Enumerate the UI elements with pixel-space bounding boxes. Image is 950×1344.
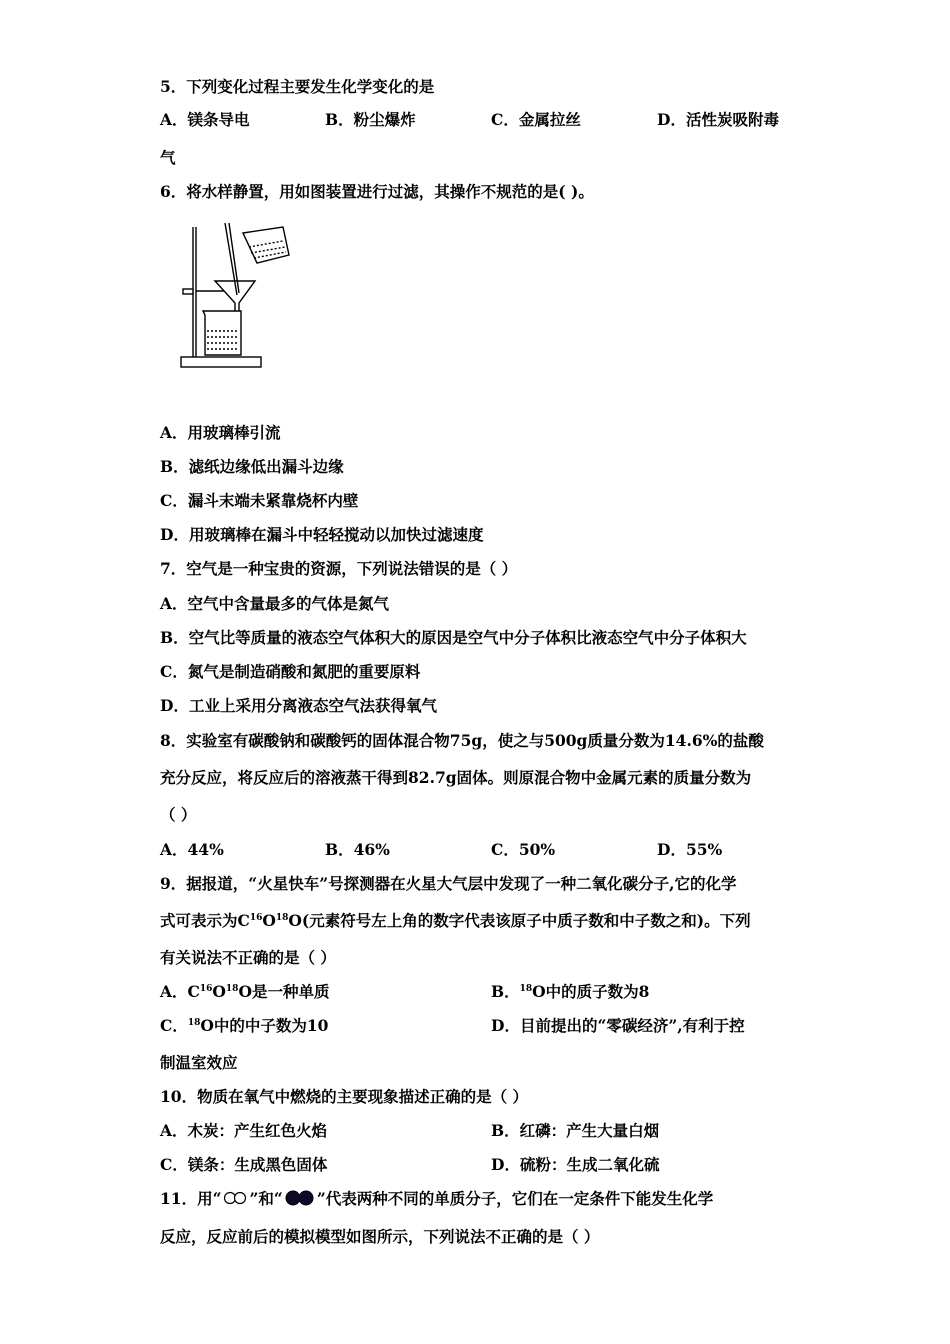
q5-option-d-continued: 气 bbox=[160, 148, 176, 167]
q8-option-b: B．46% bbox=[325, 840, 390, 859]
q10-stem: 10．物质在氧气中燃烧的主要现象描述正确的是（ ） bbox=[160, 1087, 528, 1106]
black-molecule-icon bbox=[283, 1190, 317, 1206]
q6-option-d: D．用玻璃棒在漏斗中轻轻搅动以加快过滤速度 bbox=[160, 525, 484, 544]
q8-option-a: A．44% bbox=[160, 840, 224, 859]
q9-option-a: A．$C^{16}O^{18}O$是一种单质 bbox=[160, 982, 330, 1001]
q10-option-b: B．红磷：产生大量白烟 bbox=[491, 1121, 660, 1140]
q6-option-a: A．用玻璃棒引流 bbox=[160, 423, 281, 442]
q6-stem: 6．将水样静置，用如图装置进行过滤，其操作不规范的是( )。 bbox=[160, 182, 594, 201]
q5-stem: 5．下列变化过程主要发生化学变化的是 bbox=[160, 77, 435, 96]
q10-option-c: C．镁条：生成黑色固体 bbox=[160, 1155, 328, 1174]
q8-option-d: D．55% bbox=[657, 840, 723, 859]
q9-option-b: B．$^{18}$O中的质子数为8 bbox=[491, 982, 650, 1001]
filtration-apparatus-figure bbox=[175, 215, 295, 375]
q5-option-a: A．镁条导电 bbox=[160, 110, 250, 129]
q9-stem-line1: 9．据报道，“火星快车”号探测器在火星大气层中发现了一种二氧化碳分子,它的化学 bbox=[160, 874, 737, 893]
q9-stem-line3: 有关说法不正确的是（ ） bbox=[160, 948, 336, 967]
q9-option-d-continued: 制温室效应 bbox=[160, 1053, 238, 1072]
q6-option-c: C．漏斗末端未紧靠烧杯内壁 bbox=[160, 491, 359, 510]
white-molecule-icon bbox=[222, 1191, 250, 1205]
q7-stem: 7．空气是一种宝贵的资源，下列说法错误的是（ ） bbox=[160, 559, 518, 578]
q7-option-c: C．氮气是制造硝酸和氮肥的重要原料 bbox=[160, 662, 421, 681]
q8-stem-line1: 8．实验室有碳酸钠和碳酸钙的固体混合物75g，使之与500g质量分数为14.6%的盐酸 bbox=[160, 731, 764, 750]
q8-stem-line2: 充分反应，将反应后的溶液蒸干得到82.7g固体。则原混合物中金属元素的质量分数为 bbox=[160, 768, 752, 787]
q9-option-d: D．目前提出的“零碳经济”,有利于控 bbox=[491, 1016, 745, 1035]
q11-stem-line2: 反应，反应前后的模拟模型如图所示，下列说法不正确的是（ ） bbox=[160, 1227, 600, 1246]
q8-stem-line3: （ ） bbox=[160, 805, 197, 824]
q8-option-c: C．50% bbox=[491, 840, 556, 859]
q7-option-b: B．空气比等质量的液态空气体积大的原因是空气中分子体积比液态空气中分子体积大 bbox=[160, 628, 747, 647]
q10-option-a: A．木炭：产生红色火焰 bbox=[160, 1121, 328, 1140]
q9-stem-line2: 式可表示为$C^{16}O^{18}O$(元素符号左上角的数字代表该原子中质子数和中子数之和)。下列 bbox=[160, 911, 751, 930]
q7-option-a: A．空气中含量最多的气体是氮气 bbox=[160, 594, 390, 613]
q6-option-b: B．滤纸边缘低出漏斗边缘 bbox=[160, 457, 344, 476]
q9-option-c: C．$^{18}$O中的中子数为10 bbox=[160, 1016, 329, 1035]
q7-option-d: D．工业上采用分离液态空气法获得氧气 bbox=[160, 696, 437, 715]
q5-option-d: D．活性炭吸附毒 bbox=[657, 110, 779, 129]
q10-option-d: D．硫粉：生成二氧化硫 bbox=[491, 1155, 660, 1174]
q5-option-c: C．金属拉丝 bbox=[491, 110, 581, 129]
q11-stem-line1: 11．用“ ”和“ ”代表两种不同的单质分子，它们在一定条件下能发生化学 bbox=[160, 1189, 714, 1208]
q5-option-b: B．粉尘爆炸 bbox=[325, 110, 416, 129]
